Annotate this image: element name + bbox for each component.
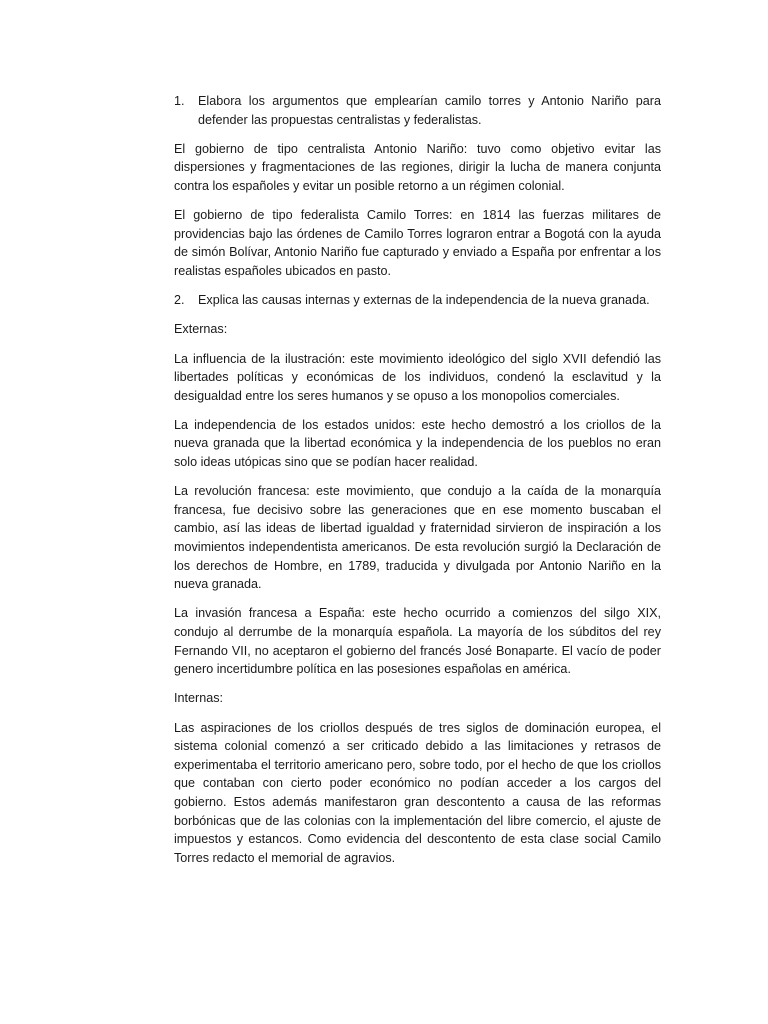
paragraph-revolucion-francesa: La revolución francesa: este movimiento, que condujo a la caída de la monarquía francesa, fue decisivo sobre las generaciones que en ese momento buscaban el cambio, así las ideas de libertad igualdad y fraternidad sirvieron de inspiración a los movimientos independentista americanos. De esta revolución surgió la Declaración de los derechos de Hombre, en 1789, traducida y divulgada por Antonio Nariño en la nueva granada.: [174, 484, 661, 592]
question-1-text: Elabora los argumentos que emplearían camilo torres y Antonio Nariño para defender las propuestas centralistas y federalistas.: [198, 94, 661, 127]
question-2-text: Explica las causas internas y externas de la independencia de la nueva granada.: [198, 293, 650, 308]
question-1-number: 1.: [174, 94, 185, 108]
paragraph-ilustracion: La influencia de la ilustración: este movimiento ideológico del siglo XVII defendió las libertades políticas y económicas de los individuos, condenó la esclavitud y la desigualdad entre los seres humanos y se opuso a los monopolios comerciales.: [174, 351, 661, 403]
paragraph-criollos: Las aspiraciones de los criollos después de tres siglos de dominación europea, el sistema colonial comenzó a ser criticado debido a las limitaciones y retrasos de experimentaba el territorio americano pero, sobre todo, por el hecho de que los criollos que contaban con cierto poder económico no podían acceder a los cargos del gobierno. Estos además manifestaron gran descontento a causa de las reformas borbónicas que de las colonias con la implementación del libre comercio, el ajuste de impuestos y estancos. Como evidencia del descontento de esta clase social Camilo Torres redacto el memorial de agravios.: [174, 720, 661, 865]
paragraph-invasion-francesa: La invasión francesa a España: este hecho ocurrido a comienzos del silgo XIX, condujo al derrumbe de la monarquía española. La mayoría de los súbditos del rey Fernando VII, no aceptaron el gobierno del francés José Bonaparte. El vacío de poder genero incertidumbre política en las posesiones españolas en américa.: [174, 606, 661, 677]
paragraph-federalista: El gobierno de tipo federalista Camilo Torres: en 1814 las fuerzas militares de providencias bajo las órdenes de Camilo Torres lograron entrar a Bogotá con la ayuda de simón Bolívar, Antonio Nariño fue capturado y enviado a España por enfrentar a los realistas españoles ubicados en pasto.: [174, 208, 661, 278]
question-2: [174, 291, 661, 310]
document-body: [174, 92, 661, 878]
question-2-number: 2.: [174, 293, 185, 308]
heading-internas: Internas:: [174, 691, 224, 706]
question-1: [174, 92, 661, 129]
paragraph-estados-unidos: La independencia de los estados unidos: este hecho demostró a los criollos de la nueva granada que la libertad económica y la independencia de los pueblos no eran solo ideas utópicas sino que se podían hacer realidad.: [174, 417, 661, 470]
paragraph-centralista: El gobierno de tipo centralista Antonio Nariño: tuvo como objetivo evitar las dispersiones y fragmentaciones de las regiones, dirigir la lucha de manera conjunta contra los españoles y evitar un posible retorno a un régimen colonial.: [174, 141, 661, 193]
heading-externas: Externas:: [174, 322, 228, 337]
